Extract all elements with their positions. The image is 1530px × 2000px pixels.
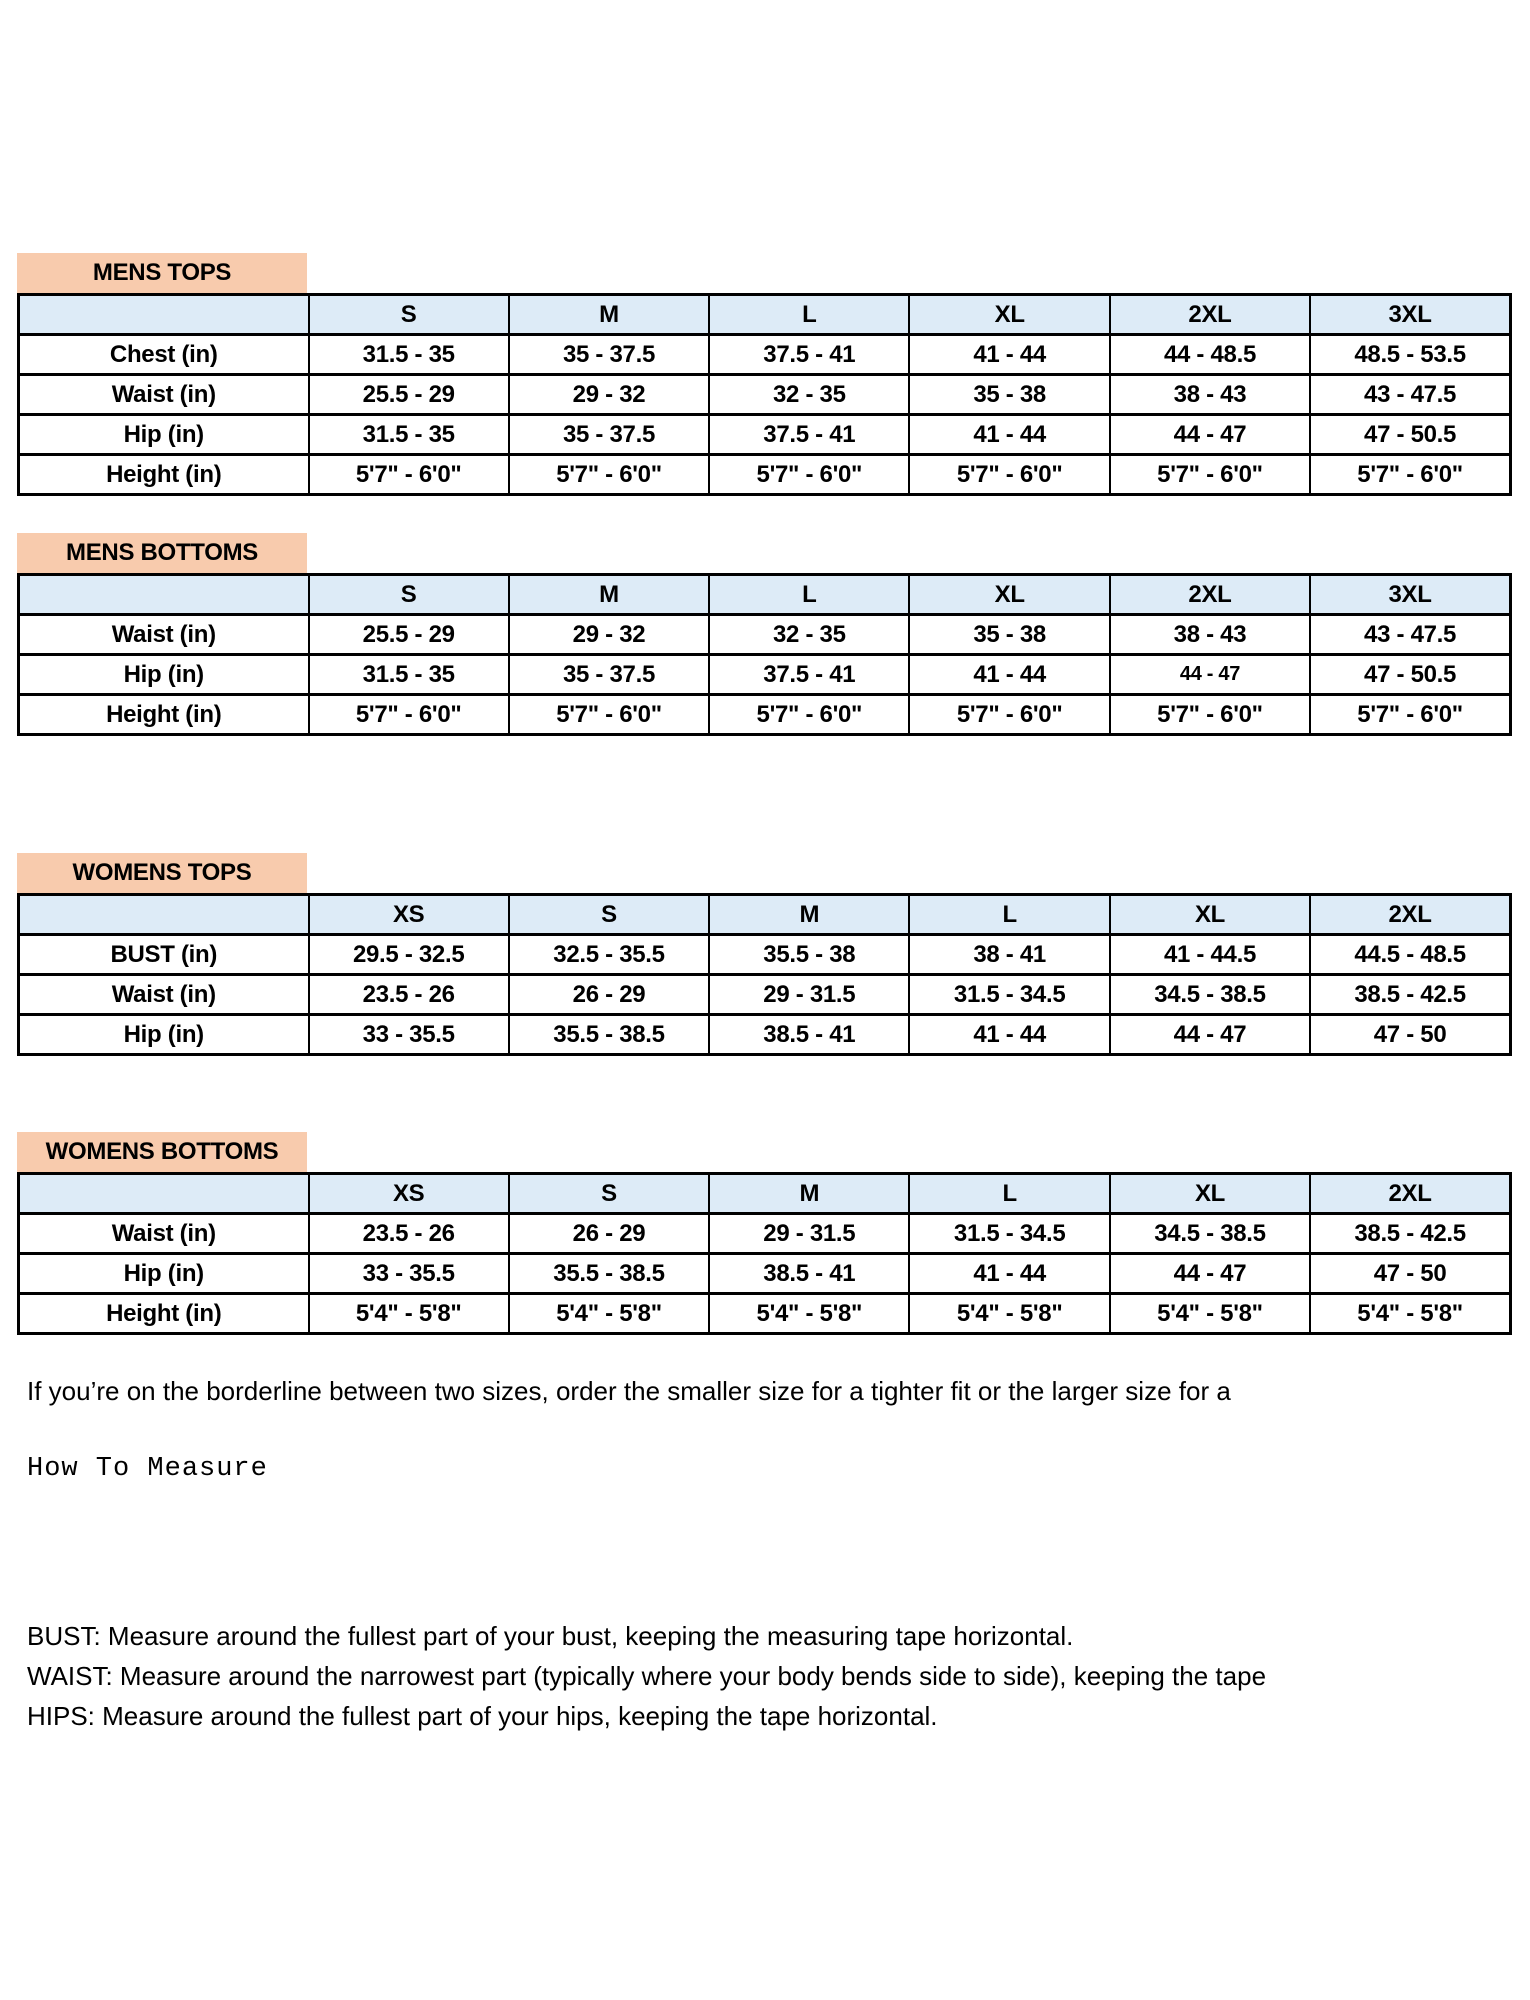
size-value-cell: 43 - 47.5: [1310, 615, 1510, 655]
row-label: Hip (in): [19, 1015, 309, 1055]
column-header-2xl: 2XL: [1110, 295, 1310, 335]
size-value-cell: 35.5 - 38.5: [509, 1015, 709, 1055]
size-value-cell: 32 - 35: [709, 375, 909, 415]
column-header-xl: XL: [909, 575, 1109, 615]
size-value-cell: 38.5 - 42.5: [1310, 1214, 1510, 1254]
size-value-cell: 47 - 50.5: [1310, 415, 1510, 455]
size-value-cell: 31.5 - 35: [309, 415, 509, 455]
table-title-womens-bottoms: WOMENS BOTTOMS: [17, 1132, 307, 1172]
size-value-cell: 38 - 43: [1110, 615, 1310, 655]
row-label: BUST (in): [19, 935, 309, 975]
size-value-cell: 35 - 38: [909, 615, 1109, 655]
size-value-cell: 5'4" - 5'8": [709, 1294, 909, 1334]
size-value-cell: 5'7" - 6'0": [1110, 695, 1310, 735]
size-value-cell: 5'7" - 6'0": [709, 455, 909, 495]
size-value-cell: 44 - 48.5: [1110, 335, 1310, 375]
column-header-s: S: [309, 295, 509, 335]
table-row: [19, 1214, 1511, 1254]
size-value-cell: 35.5 - 38: [709, 935, 909, 975]
header-row: [19, 295, 1511, 335]
row-label: Hip (in): [19, 655, 309, 695]
column-header-xs: XS: [309, 1174, 509, 1214]
measure-instructions: [27, 1616, 1507, 1736]
row-label: Hip (in): [19, 1254, 309, 1294]
measure-line-waist: WAIST: Measure around the narrowest part (typically where your body bends side to side), keeping the tape: [27, 1661, 1267, 1691]
column-header-3xl: 3XL: [1310, 295, 1510, 335]
size-value-cell: 32.5 - 35.5: [509, 935, 709, 975]
size-value-cell: 37.5 - 41: [709, 655, 909, 695]
column-header-m: M: [509, 575, 709, 615]
column-header-m: M: [709, 895, 909, 935]
table-row: [19, 1254, 1511, 1294]
size-value-cell: 31.5 - 34.5: [909, 975, 1109, 1015]
size-value-cell: 44 - 47: [1110, 655, 1310, 695]
size-value-cell: 26 - 29: [509, 1214, 709, 1254]
size-value-cell: 35 - 37.5: [509, 415, 709, 455]
size-value-cell: 32 - 35: [709, 615, 909, 655]
size-value-cell: 44 - 47: [1110, 415, 1310, 455]
column-header-2xl: 2XL: [1310, 1174, 1510, 1214]
table-row: [19, 1294, 1511, 1334]
size-value-cell: 48.5 - 53.5: [1310, 335, 1510, 375]
size-value-cell: 34.5 - 38.5: [1110, 1214, 1310, 1254]
row-label: Height (in): [19, 695, 309, 735]
size-table-mens-tops: [17, 293, 1512, 496]
size-value-cell: 41 - 44: [909, 415, 1109, 455]
table-row: [19, 415, 1511, 455]
size-value-cell: 5'7" - 6'0": [1110, 455, 1310, 495]
size-value-cell: 25.5 - 29: [309, 615, 509, 655]
row-label: Height (in): [19, 455, 309, 495]
size-value-cell: 5'4" - 5'8": [309, 1294, 509, 1334]
size-value-cell: 31.5 - 35: [309, 655, 509, 695]
size-value-cell: 23.5 - 26: [309, 1214, 509, 1254]
measure-line-hips: HIPS: Measure around the fullest part of your hips, keeping the tape horizontal.: [27, 1701, 938, 1731]
column-header-s: S: [509, 1174, 709, 1214]
row-label: Chest (in): [19, 335, 309, 375]
column-header-xs: XS: [309, 895, 509, 935]
size-value-cell: 26 - 29: [509, 975, 709, 1015]
column-header-blank: [19, 295, 309, 335]
size-value-cell: 35 - 37.5: [509, 335, 709, 375]
size-value-cell: 31.5 - 34.5: [909, 1214, 1109, 1254]
column-header-blank: [19, 1174, 309, 1214]
size-value-cell: 44.5 - 48.5: [1310, 935, 1510, 975]
size-value-cell: 34.5 - 38.5: [1110, 975, 1310, 1015]
size-value-cell: 23.5 - 26: [309, 975, 509, 1015]
table-row: [19, 615, 1511, 655]
table-row: [19, 1015, 1511, 1055]
size-value-cell: 5'7" - 6'0": [309, 455, 509, 495]
row-label: Height (in): [19, 1294, 309, 1334]
column-header-2xl: 2XL: [1310, 895, 1510, 935]
size-value-cell: 37.5 - 41: [709, 335, 909, 375]
column-header-3xl: 3XL: [1310, 575, 1510, 615]
size-value-cell: 5'4" - 5'8": [1110, 1294, 1310, 1334]
size-value-cell: 5'7" - 6'0": [909, 455, 1109, 495]
size-value-cell: 29.5 - 32.5: [309, 935, 509, 975]
row-label: Waist (in): [19, 975, 309, 1015]
size-value-cell: 33 - 35.5: [309, 1015, 509, 1055]
size-value-cell: 5'4" - 5'8": [909, 1294, 1109, 1334]
size-value-cell: 38.5 - 41: [709, 1254, 909, 1294]
column-header-m: M: [509, 295, 709, 335]
header-row: [19, 1174, 1511, 1214]
size-value-cell: 29 - 32: [509, 375, 709, 415]
column-header-m: M: [709, 1174, 909, 1214]
row-label: Hip (in): [19, 415, 309, 455]
size-value-cell: 47 - 50: [1310, 1254, 1510, 1294]
table-row: [19, 695, 1511, 735]
size-value-cell: 31.5 - 35: [309, 335, 509, 375]
size-value-cell: 35.5 - 38.5: [509, 1254, 709, 1294]
size-value-cell: 5'7" - 6'0": [909, 695, 1109, 735]
table-row: [19, 375, 1511, 415]
size-value-cell: 35 - 37.5: [509, 655, 709, 695]
table-row: [19, 335, 1511, 375]
size-value-cell: 29 - 31.5: [709, 975, 909, 1015]
column-header-blank: [19, 895, 309, 935]
column-header-l: L: [909, 895, 1109, 935]
size-value-cell: 5'7" - 6'0": [309, 695, 509, 735]
size-value-cell: 25.5 - 29: [309, 375, 509, 415]
size-value-cell: 41 - 44: [909, 655, 1109, 695]
table-row: [19, 655, 1511, 695]
size-value-cell: 5'4" - 5'8": [1310, 1294, 1510, 1334]
size-table-mens-bottoms: [17, 573, 1512, 736]
column-header-2xl: 2XL: [1110, 575, 1310, 615]
column-header-blank: [19, 575, 309, 615]
size-table-womens-tops: [17, 893, 1512, 1056]
size-value-cell: 29 - 31.5: [709, 1214, 909, 1254]
size-value-cell: 43 - 47.5: [1310, 375, 1510, 415]
table-row: [19, 455, 1511, 495]
column-header-s: S: [509, 895, 709, 935]
size-value-cell: 37.5 - 41: [709, 415, 909, 455]
header-row: [19, 575, 1511, 615]
size-value-cell: 5'4" - 5'8": [509, 1294, 709, 1334]
size-value-cell: 5'7" - 6'0": [1310, 455, 1510, 495]
fit-note-text: If you’re on the borderline between two sizes, order the smaller size for a tighter fit or the larger size for a: [27, 1376, 1231, 1406]
size-value-cell: 33 - 35.5: [309, 1254, 509, 1294]
column-header-s: S: [309, 575, 509, 615]
how-to-measure-heading: How To Measure: [27, 1454, 268, 1484]
table-title-womens-tops: WOMENS TOPS: [17, 853, 307, 893]
size-value-cell: 41 - 44.5: [1110, 935, 1310, 975]
row-label: Waist (in): [19, 615, 309, 655]
size-value-cell: 41 - 44: [909, 335, 1109, 375]
column-header-xl: XL: [1110, 895, 1310, 935]
size-value-cell: 44 - 47: [1110, 1254, 1310, 1294]
size-value-cell: 38 - 41: [909, 935, 1109, 975]
size-value-cell: 44 - 47: [1110, 1015, 1310, 1055]
size-value-cell: 41 - 44: [909, 1254, 1109, 1294]
column-header-l: L: [709, 295, 909, 335]
measure-line-bust: BUST: Measure around the fullest part of your bust, keeping the measuring tape horizontal.: [27, 1621, 1074, 1651]
size-value-cell: 38.5 - 42.5: [1310, 975, 1510, 1015]
column-header-xl: XL: [1110, 1174, 1310, 1214]
table-title-mens-tops: MENS TOPS: [17, 253, 307, 293]
size-value-cell: 41 - 44: [909, 1015, 1109, 1055]
size-value-cell: 5'7" - 6'0": [509, 695, 709, 735]
row-label: Waist (in): [19, 375, 309, 415]
column-header-l: L: [909, 1174, 1109, 1214]
size-table-womens-bottoms: [17, 1172, 1512, 1335]
size-value-cell: 47 - 50.5: [1310, 655, 1510, 695]
row-label: Waist (in): [19, 1214, 309, 1254]
size-value-cell: 5'7" - 6'0": [1310, 695, 1510, 735]
size-value-cell: 29 - 32: [509, 615, 709, 655]
table-row: [19, 975, 1511, 1015]
size-value-cell: 38 - 43: [1110, 375, 1310, 415]
size-value-cell: 38.5 - 41: [709, 1015, 909, 1055]
size-value-cell: 47 - 50: [1310, 1015, 1510, 1055]
header-row: [19, 895, 1511, 935]
column-header-xl: XL: [909, 295, 1109, 335]
size-value-cell: 35 - 38: [909, 375, 1109, 415]
table-row: [19, 935, 1511, 975]
column-header-l: L: [709, 575, 909, 615]
size-value-cell: 5'7" - 6'0": [709, 695, 909, 735]
table-title-mens-bottoms: MENS BOTTOMS: [17, 533, 307, 573]
size-value-cell: 5'7" - 6'0": [509, 455, 709, 495]
